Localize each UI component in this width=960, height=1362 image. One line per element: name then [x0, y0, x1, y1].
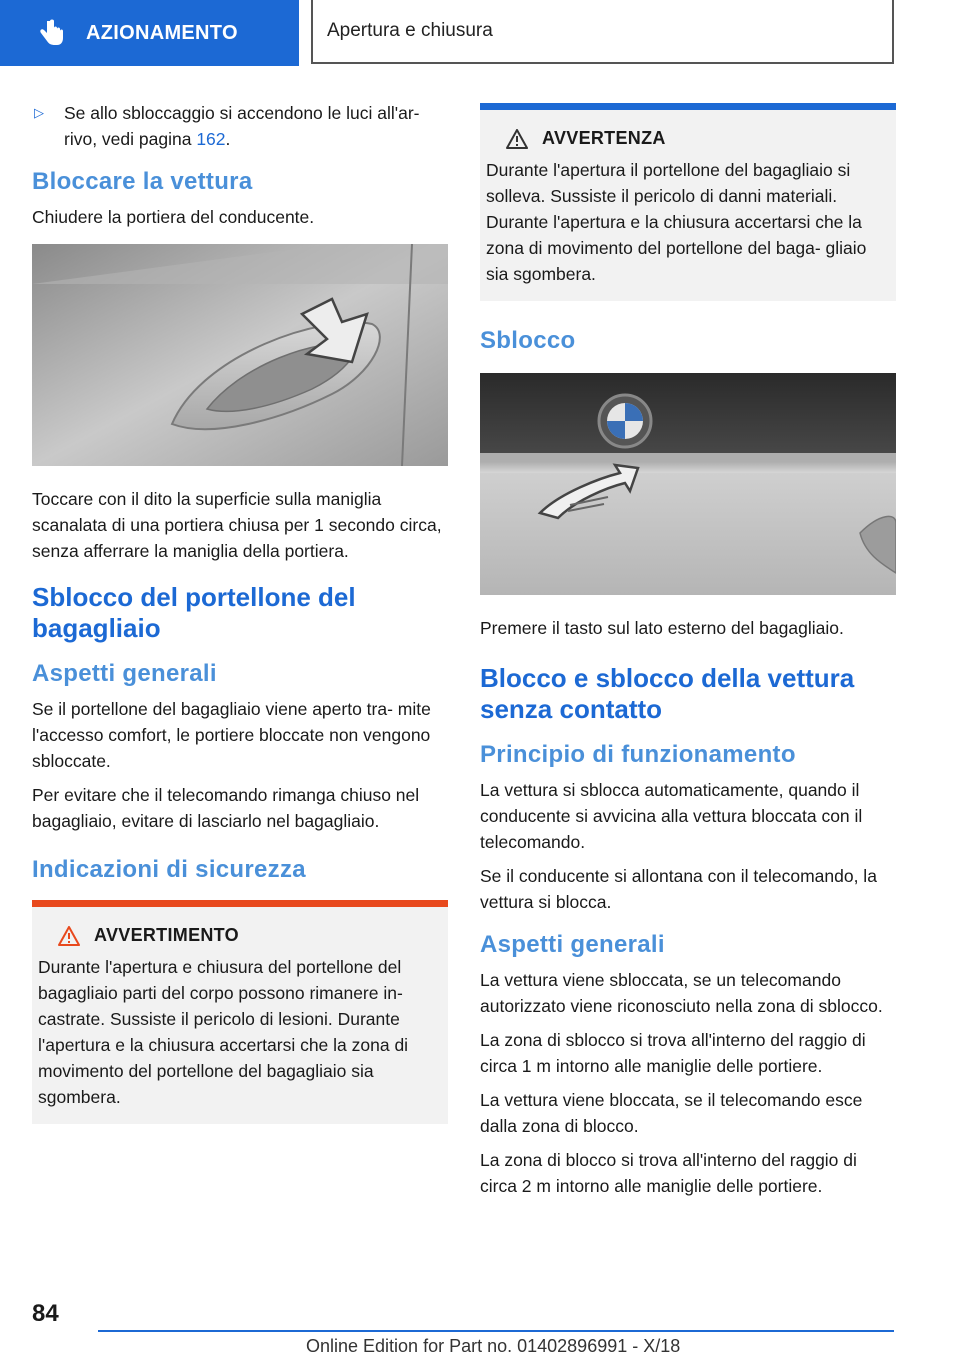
paragraph: La vettura si sblocca automaticamente, quando il conducente si avvicina alla vettura bloccata con il telecomando. [480, 780, 863, 852]
right-column [480, 103, 896, 1207]
door-handle-image [32, 244, 448, 466]
chapter-title: Apertura e chiusura [311, 0, 894, 64]
page-number: 84 [32, 1300, 59, 1327]
heading-sicurezza: Indicazioni di sicurezza [32, 856, 306, 883]
caution-box [480, 103, 896, 301]
paragraph: Toccare con il dito la superficie sulla maniglia scanalata di una portiera chiusa per 1 secondo circa, senza afferrare la maniglia della portiera. [32, 489, 442, 561]
caution-title: AVVERTENZA [542, 128, 666, 148]
section-tab[interactable] [0, 0, 299, 66]
paragraph: Chiudere la portiera del conducente. [32, 207, 315, 227]
paragraph: Se il conducente si allontana con il telecomando, la vettura si blocca. [480, 866, 877, 912]
warning-header [58, 925, 434, 946]
edition-footer: Online Edition for Part no. 01402896991 - X/18 [306, 1336, 681, 1356]
heading-aspetti-generali: Aspetti generali [32, 660, 217, 687]
hand-pointer-icon [38, 19, 64, 47]
bullet-text: Se allo sbloccaggio si accendono le luci all'ar- rivo, vedi pagina 162. [64, 103, 420, 149]
warning-box [32, 900, 448, 1124]
heading-sblocco-portellone: Sblocco del portellone del bagagliaio [32, 582, 356, 643]
paragraph: Premere il tasto sul lato esterno del bagagliaio. [480, 618, 844, 638]
heading-aspetti-generali-2: Aspetti generali [480, 931, 665, 958]
warning-text: Durante l'apertura e chiusura del portellone del bagagliaio parti del corpo possono rimanere in- castrate. Sussiste il pericolo di lesioni. Durante l'apertura e la chiusura accertarsi che la zona di movimento del portellone del bagagliaio sia sgombera. [38, 957, 409, 1107]
paragraph: La zona di blocco si trova all'interno del raggio di circa 2 m intorno alle maniglie delle portiere. [480, 1150, 857, 1196]
triangle-bullet-icon: ▷ [34, 105, 44, 120]
paragraph: Per evitare che il telecomando rimanga chiuso nel bagagliaio, evitare di lasciarlo nel bagagliaio. [32, 785, 420, 831]
section-label: AZIONAMENTO [86, 21, 238, 44]
paragraph: La vettura viene sbloccata, se un telecomando autorizzato viene riconosciuto nella zona di sblocco. [480, 970, 883, 1016]
paragraph: Se il portellone del bagagliaio viene aperto tra- mite l'accesso comfort, le portiere bloccate non vengono sbloccate. [32, 699, 431, 771]
caution-header [506, 128, 882, 149]
list-item [32, 100, 448, 152]
heading-bloccare: Bloccare la vettura [32, 168, 253, 195]
warning-triangle-icon [58, 926, 80, 946]
paragraph: La zona di sblocco si trova all'interno del raggio di circa 1 m intorno alle maniglie delle portiere. [480, 1030, 866, 1076]
caution-triangle-icon [506, 129, 528, 149]
paragraph: La vettura viene bloccata, se il telecomando esce dalla zona di blocco. [480, 1090, 863, 1136]
left-column [32, 100, 448, 1124]
caution-text: Durante l'apertura il portellone del bagagliaio si solleva. Sussiste il pericolo di danni materiali. Durante l'apertura e la chiusura accertarsi che la zona di movimento del portellone del baga- gliaio sia sgombera. [486, 160, 867, 284]
trunk-button-image [480, 373, 896, 595]
heading-principio: Principio di funzionamento [480, 741, 796, 768]
footer-divider [98, 1330, 894, 1332]
heading-sblocco: Sblocco [480, 327, 576, 354]
page-link[interactable]: 162 [196, 129, 226, 149]
heading-blocco-contatto: Blocco e sblocco della vettura senza contatto [480, 663, 855, 724]
warning-title: AVVERTIMENTO [94, 925, 239, 945]
